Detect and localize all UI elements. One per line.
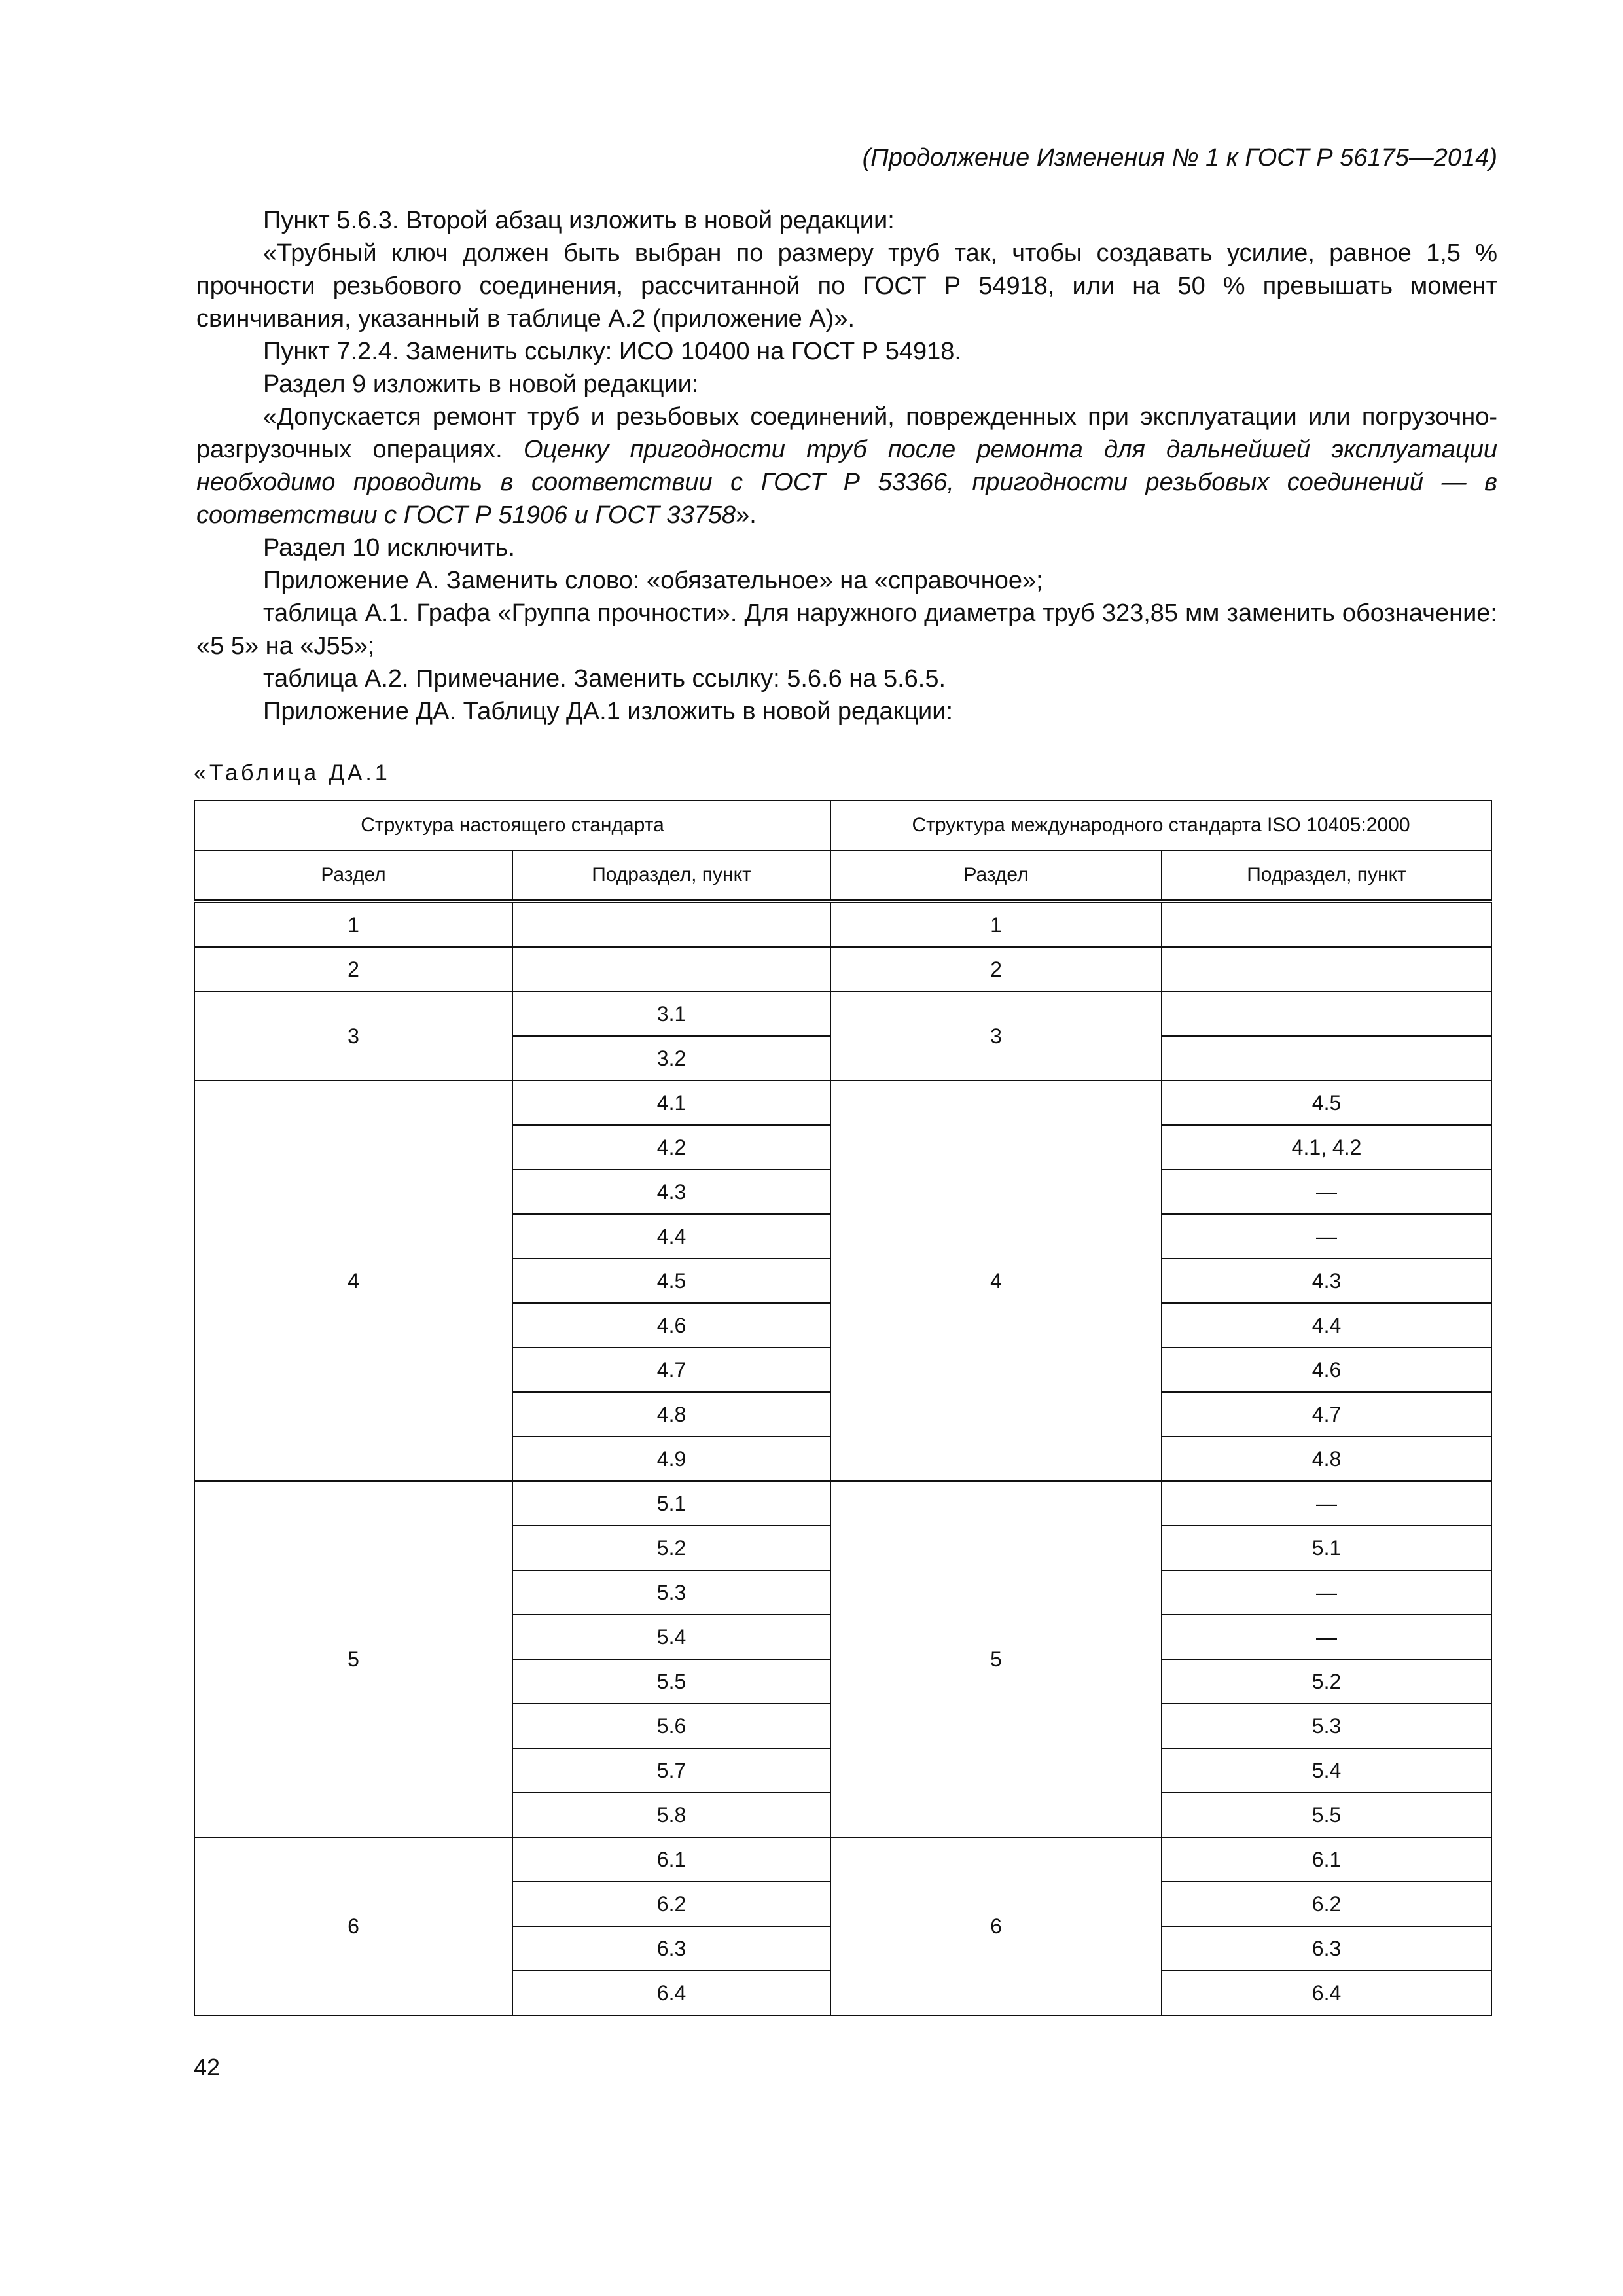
cell-subsection-national: 4.8 [512, 1392, 830, 1437]
cell-subsection-international [1162, 992, 1491, 1036]
cell-subsection-international: 4.7 [1162, 1392, 1491, 1437]
cell-section-international: 2 [830, 947, 1162, 992]
correspondence-table-wrapper [194, 800, 1492, 2016]
cell-subsection-national: 5.7 [512, 1748, 830, 1793]
paragraph-table-a2: таблица А.2. Примечание. Заменить ссылку: 5.6.6 на 5.6.5. [263, 665, 946, 692]
cell-subsection-international: 5.4 [1162, 1748, 1491, 1793]
cell-subsection-national: 4.9 [512, 1437, 830, 1481]
cell-subsection-international: 5.5 [1162, 1793, 1491, 1837]
paragraph-section-9: Раздел 9 изложить в новой редакции: [263, 370, 699, 398]
cell-subsection-national: 4.4 [512, 1214, 830, 1259]
table-row [194, 1837, 1491, 1882]
cell-subsection-international: 4.3 [1162, 1259, 1491, 1303]
cell-subsection-international: 4.6 [1162, 1348, 1491, 1392]
cell-section-national: 4 [194, 1081, 512, 1481]
cell-subsection-national: 5.8 [512, 1793, 830, 1837]
repair-quote-end: ». [736, 501, 757, 529]
cell-subsection-national: 5.3 [512, 1570, 830, 1615]
cell-subsection-national: 5.5 [512, 1659, 830, 1704]
cell-section-international: 3 [830, 992, 1162, 1081]
cell-subsection-international: 5.3 [1162, 1704, 1491, 1748]
cell-section-international: 1 [830, 901, 1162, 947]
cell-subsection-international: 6.2 [1162, 1882, 1491, 1926]
cell-subsection-national: 4.6 [512, 1303, 830, 1348]
cell-subsection-national: 6.3 [512, 1926, 830, 1971]
cell-subsection-national: 4.1 [512, 1081, 830, 1125]
paragraph-section-10: Раздел 10 исключить. [263, 534, 515, 562]
repair-quote-regular: «Допускается ремонт труб и резьбовых соединений, поврежденных при эксплуатации или погрузочно-разгрузочных операциях. [196, 403, 1497, 463]
cell-subsection-national: 4.7 [512, 1348, 830, 1392]
correspondence-table [194, 800, 1492, 2016]
cell-subsection-national: 6.2 [512, 1882, 830, 1926]
amendment-text [196, 204, 1497, 728]
header-group-national: Структура настоящего стандарта [194, 800, 830, 850]
cell-subsection-international: 5.1 [1162, 1526, 1491, 1570]
cell-subsection-national: 3.1 [512, 992, 830, 1036]
table-row [194, 901, 1491, 947]
repair-quote-italic: Оценку пригодности труб после ремонта для дальнейшей эксплуатации необходимо проводить в соответствии с ГОСТ Р 53366, пригодности резьбовых соединений — в соответствии с ГОСТ Р 51906 и ГОСТ 33758 [196, 436, 1497, 529]
paragraph-clause-5-6-3: Пункт 5.6.3. Второй абзац изложить в новой редакции: [263, 207, 895, 234]
cell-subsection-national: 3.2 [512, 1036, 830, 1081]
header-section-international: Раздел [830, 850, 1162, 901]
cell-section-international: 4 [830, 1081, 1162, 1481]
cell-subsection-international: 4.1, 4.2 [1162, 1125, 1491, 1170]
cell-section-national: 5 [194, 1481, 512, 1837]
table-row [194, 992, 1491, 1036]
cell-subsection-international: — [1162, 1570, 1491, 1615]
cell-subsection-national [512, 947, 830, 992]
cell-subsection-international: 6.4 [1162, 1971, 1491, 2015]
paragraph-pipe-wrench-quote: «Трубный ключ должен быть выбран по размеру труб так, чтобы создавать усилие, равное 1,5 % прочности резьбового соединения, рассчитанной по ГОСТ Р 54918, или на 50 % превышать момент свинчивания, указанный в таблице А.2 (приложение А)». [196, 240, 1497, 332]
cell-subsection-international: 4.4 [1162, 1303, 1491, 1348]
cell-subsection-national: 5.6 [512, 1704, 830, 1748]
table-row [194, 947, 1491, 992]
cell-subsection-international [1162, 947, 1491, 992]
cell-section-national: 6 [194, 1837, 512, 2015]
cell-subsection-international: 6.1 [1162, 1837, 1491, 1882]
table-body [194, 901, 1491, 2015]
header-subsection-international: Подраздел, пункт [1162, 850, 1491, 901]
cell-section-international: 5 [830, 1481, 1162, 1837]
table-row [194, 1481, 1491, 1526]
paragraph-annex-a: Приложение А. Заменить слово: «обязательное» на «справочное»; [263, 567, 1043, 594]
paragraph-table-a1: таблица А.1. Графа «Группа прочности». Для наружного диаметра труб 323,85 мм заменить обозначение: «5 5» на «J55»; [196, 600, 1497, 660]
continuation-header: (Продолжение Изменения № 1 к ГОСТ Р 56175—2014) [862, 144, 1497, 171]
cell-section-national: 1 [194, 901, 512, 947]
cell-subsection-international: 4.5 [1162, 1081, 1491, 1125]
cell-subsection-national: 4.3 [512, 1170, 830, 1214]
header-subsection-national: Подраздел, пункт [512, 850, 830, 901]
cell-subsection-international: 4.8 [1162, 1437, 1491, 1481]
cell-subsection-international: — [1162, 1615, 1491, 1659]
cell-subsection-national: 6.1 [512, 1837, 830, 1882]
cell-subsection-international [1162, 901, 1491, 947]
cell-section-national: 2 [194, 947, 512, 992]
table-caption: «Таблица ДА.1 [194, 761, 391, 785]
cell-subsection-national: 4.2 [512, 1125, 830, 1170]
cell-subsection-international: — [1162, 1481, 1491, 1526]
cell-subsection-national: 6.4 [512, 1971, 830, 2015]
cell-section-national: 3 [194, 992, 512, 1081]
header-group-international: Структура международного стандарта ISO 10405:2000 [830, 800, 1491, 850]
cell-subsection-national: 4.5 [512, 1259, 830, 1303]
header-section-national: Раздел [194, 850, 512, 901]
cell-subsection-national: 5.1 [512, 1481, 830, 1526]
paragraph-annex-da: Приложение ДА. Таблицу ДА.1 изложить в новой редакции: [263, 698, 953, 725]
paragraph-clause-7-2-4: Пункт 7.2.4. Заменить ссылку: ИСО 10400 на ГОСТ Р 54918. [263, 338, 961, 365]
table-row [194, 1081, 1491, 1125]
cell-subsection-international [1162, 1036, 1491, 1081]
cell-subsection-international: 5.2 [1162, 1659, 1491, 1704]
cell-subsection-international: 6.3 [1162, 1926, 1491, 1971]
cell-subsection-international: — [1162, 1214, 1491, 1259]
paragraph-repair-quote [196, 401, 1497, 531]
cell-subsection-national [512, 901, 830, 947]
cell-subsection-national: 5.4 [512, 1615, 830, 1659]
cell-section-international: 6 [830, 1837, 1162, 2015]
cell-subsection-international: — [1162, 1170, 1491, 1214]
cell-subsection-national: 5.2 [512, 1526, 830, 1570]
page-number: 42 [194, 2054, 221, 2081]
